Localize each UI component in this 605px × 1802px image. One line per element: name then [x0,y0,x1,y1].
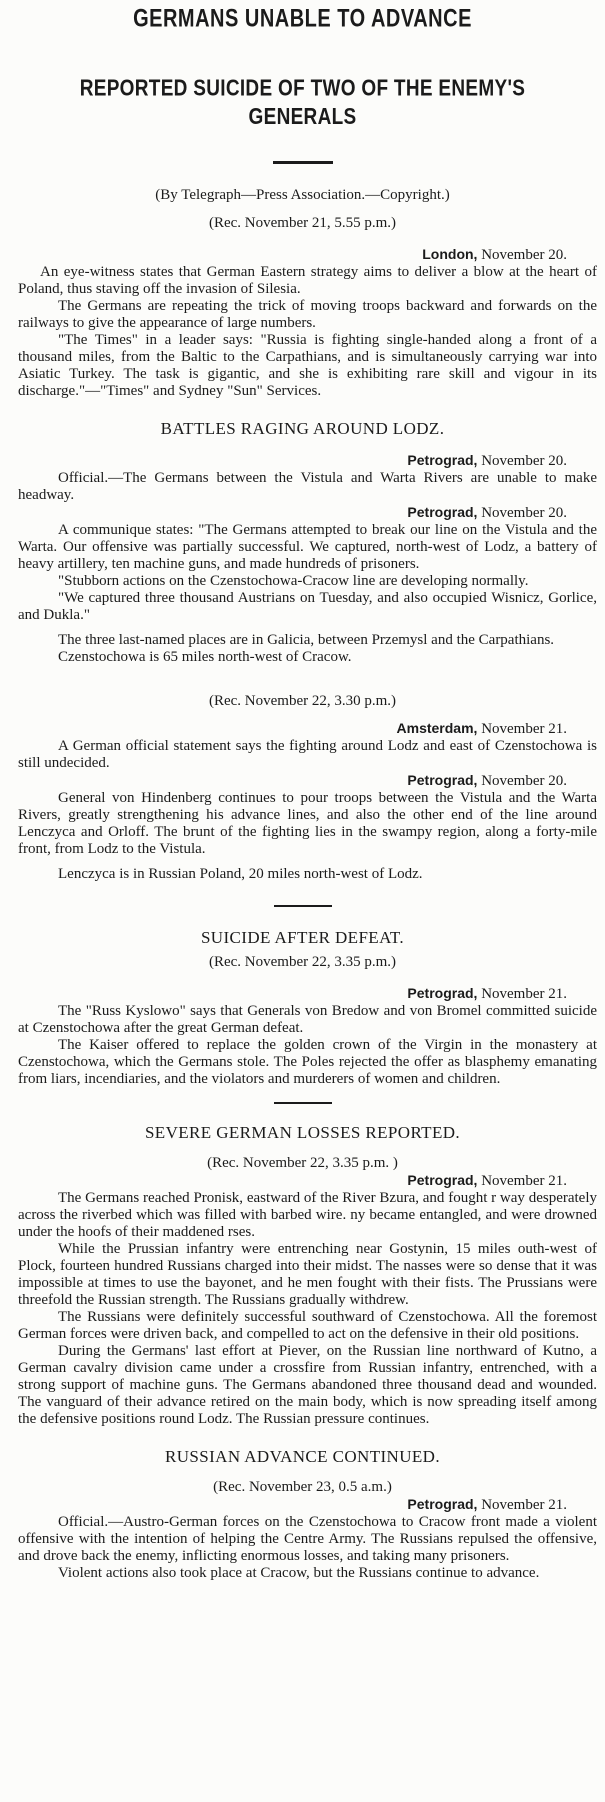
dateline [0,772,605,790]
article-paragraph: The Germans are repeating the trick of moving troops backward and forwards on the railways to give the appearance of large numbers. [18,298,597,331]
received-line: (Rec. November 22, 3.30 p.m.) [208,693,397,709]
section-heading: SEVERE GERMAN LOSSES REPORTED. [144,1123,461,1142]
dateline-date: November 21. [481,1173,567,1189]
dateline [0,985,605,1003]
dateline [0,1496,605,1514]
article-paragraph: A communique states: "The Germans attempted to break our line on the Vistula and the Warta. Our offensive was partially successful. We captured, north-west of Lodz, a battery of heavy artillery, ten machine guns, and made hundreds of prisoners. [18,522,597,572]
article-paragraph: The Kaiser offered to replace the golden crown of the Virgin in the monastery at Czenstochowa, which the Germans stole. The Poles rejected the offer as blasphemy emanating from liars, incendiaries, and the violators and murderers of women and children. [18,1037,597,1087]
dateline [0,452,605,470]
dateline-place: London, [422,246,478,262]
article-paragraph: The "Russ Kyslowo" says that Generals von Bredow and von Bromel committed suicide at Czenstochowa after the great German defeat. [18,1003,597,1036]
article-paragraph: While the Prussian infantry were entrenching near Gostynin, 15 miles outh-west of Plock, fourteen hundred Russians charged into their midst. The nasses were so dense that it was impossible at times to use the bayonet, and he men fought with their fists. The Prussians were threefold the Russian strength. The Russians gradually withdrew. [18,1241,597,1308]
article-paragraph: An eye-witness states that German Eastern strategy aims to deliver a blow at the heart of Poland, thus staving off the invasion of Silesia. [18,264,597,297]
section-heading: SUICIDE AFTER DEFEAT. [200,928,405,947]
article-paragraph: Official.—Austro-German forces on the Czenstochowa to Cracow front made a violent offensive with the intention of helping the Centre Army. The Russians repulsed the offensive, and drove back the enemy, inflicting enormous losses, and taking many prisoners. [18,1514,597,1564]
article-paragraph: A German official statement says the fighting around Lodz and east of Czenstochowa is still undecided. [18,738,597,771]
section-heading: RUSSIAN ADVANCE CONTINUED. [164,1447,441,1466]
dateline-date: November 21. [481,1497,567,1513]
received-line: (Rec. November 23, 0.5 a.m.) [213,1479,392,1495]
dateline [0,246,605,264]
dateline-place: Petrograd, [407,1496,478,1512]
article-paragraph: The Germans reached Pronisk, eastward of the River Bzura, and fought r way desperately across the riverbed which was filled with barbed wire. ny became entangled, and were drowned under the hoofs of their maddened rses. [18,1190,597,1240]
article-paragraph: The Russians were definitely successful southward of Czenstochowa. All the foremost German forces were driven back, and compelled to act on the defensive in their old positions. [18,1309,597,1342]
article-paragraph: Lenczyca is in Russian Poland, 20 miles north-west of Lodz. [58,866,423,882]
article-paragraph: "Stubborn actions on the Czenstochowa-Cracow line are developing normally. [58,573,529,589]
article-paragraph: General von Hindenberg continues to pour troops between the Vistula and the Warta Rivers, greatly strengthening his advance lines, and also the other end of the line around Lenczyca and Orloff. The brunt of the fighting lies in the swampy region, along a forty-mile front, from Lodz to the Vistula. [18,790,597,857]
received-line: (Rec. November 22, 3.35 p.m. ) [207,1155,398,1171]
article-paragraph: "We captured three thousand Austrians on Tuesday, and also occupied Wisnicz, Gorlice, and Dukla." [18,590,597,623]
dateline-place: Petrograd, [407,772,478,788]
dateline-place: Amsterdam, [396,720,478,736]
dateline-date: November 20. [481,453,567,469]
sub-headline: REPORTED SUICIDE OF TWO OF THE ENEMY'S GENERALS [79,76,526,131]
received-line: (Rec. November 21, 5.55 p.m.) [208,215,397,231]
dateline-date: November 20. [481,247,567,263]
main-headline: GERMANS UNABLE TO ADVANCE [133,5,472,33]
article-paragraph: The three last-named places are in Galicia, between Przemysl and the Carpathians. [58,632,555,648]
credit-line: (By Telegraph—Press Association.—Copyright.) [155,187,450,203]
dateline-date: November 21. [481,986,567,1002]
dateline [0,1172,605,1190]
dateline-place: Petrograd, [407,1172,478,1188]
dateline-place: Petrograd, [407,504,478,520]
article-paragraph: Czenstochowa is 65 miles north-west of Cracow. [58,649,352,665]
dateline-date: November 20. [481,505,567,521]
dateline-date: November 20. [481,773,567,789]
received-line: (Rec. November 22, 3.35 p.m.) [208,954,397,970]
article-paragraph: Official.—The Germans between the Vistula and Warta Rivers are unable to make headway. [18,470,597,503]
dateline-place: Petrograd, [407,985,478,1001]
dateline [0,504,605,522]
article-paragraph: During the Germans' last effort at Piever, on the Russian line northward of Kutno, a German cavalry division came under a crossfire from Russian infantry, entrenched, with a strong support of machine guns. The Germans abandoned three thousand dead and wounded. The vanguard of their advance retired on the main body, which is now spreading itself among the defensive positions round Lodz. The Russian pressure continues. [18,1343,597,1427]
article-paragraph: "The Times" in a leader says: "Russia is fighting single-handed along a front of a thousand miles, from the Baltic to the Carpathians, and is simultaneously carrying war into Asiatic Turkey. The task is gigantic, and she is exhibiting rare skill and vigour in its discharge."—"Times" and Sydney "Sun" Services. [18,332,597,399]
dateline [0,720,605,738]
section-heading: BATTLES RAGING AROUND LODZ. [160,419,445,438]
dateline-place: Petrograd, [407,452,478,468]
dateline-date: November 21. [481,721,567,737]
article-paragraph: Violent actions also took place at Cracow, but the Russians continue to advance. [58,1565,540,1581]
